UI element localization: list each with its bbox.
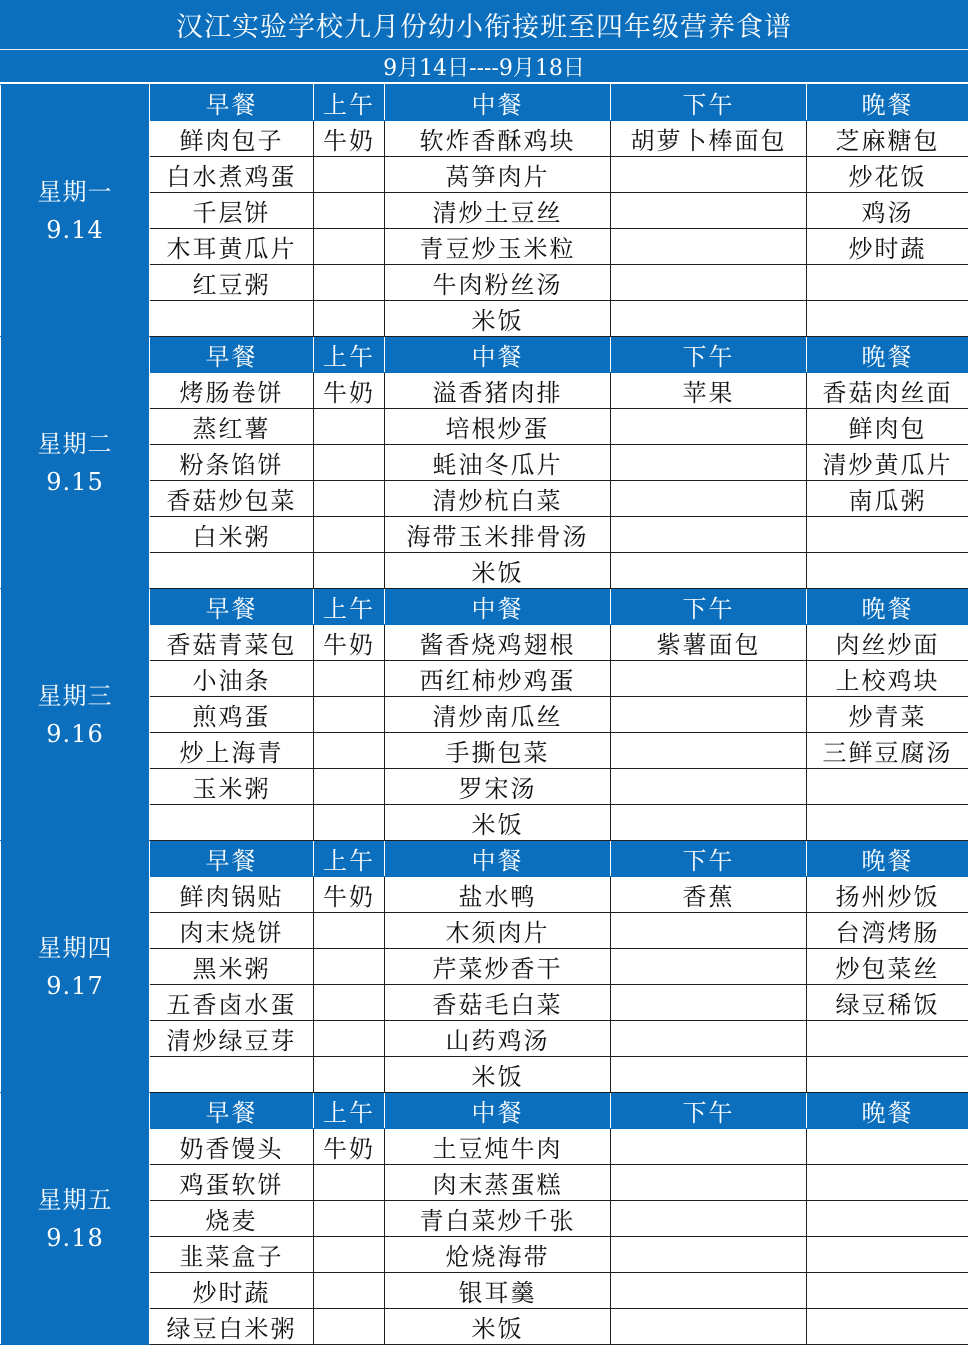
menu-cell-breakfast: 鲜肉锅贴 xyxy=(150,877,314,913)
menu-cell-afternoon-snack xyxy=(611,157,807,193)
menu-cell-afternoon-snack xyxy=(611,409,807,445)
menu-cell-morning-snack xyxy=(314,229,385,265)
menu-cell-afternoon-snack xyxy=(611,697,807,733)
menu-cell-breakfast: 五香卤水蛋 xyxy=(150,985,314,1021)
day-name: 星期三 xyxy=(1,677,149,715)
menu-cell-afternoon-snack xyxy=(611,193,807,229)
menu-cell-dinner xyxy=(807,301,968,337)
menu-cell-afternoon-snack xyxy=(611,661,807,697)
menu-cell-breakfast: 绿豆白米粥 xyxy=(150,1309,314,1345)
menu-cell-morning-snack xyxy=(314,193,385,229)
header-morning-snack: 上午 xyxy=(314,589,385,625)
menu-cell-breakfast: 黑米粥 xyxy=(150,949,314,985)
menu-cell-breakfast: 清炒绿豆芽 xyxy=(150,1021,314,1057)
day-date: 9.17 xyxy=(1,967,149,1005)
menu-cell-dinner xyxy=(807,1201,968,1237)
menu-table xyxy=(0,84,968,1345)
header-lunch: 中餐 xyxy=(385,589,611,625)
day-label xyxy=(1,589,150,841)
menu-cell-lunch: 米饭 xyxy=(385,301,611,337)
header-morning-snack: 上午 xyxy=(314,337,385,373)
header-lunch: 中餐 xyxy=(385,841,611,877)
menu-cell-afternoon-snack xyxy=(611,1165,807,1201)
menu-cell-lunch: 青白菜炒千张 xyxy=(385,1201,611,1237)
menu-cell-afternoon-snack xyxy=(611,913,807,949)
menu-cell-afternoon-snack xyxy=(611,805,807,841)
menu-cell-breakfast: 白米粥 xyxy=(150,517,314,553)
menu-cell-afternoon-snack xyxy=(611,553,807,589)
menu-cell-breakfast xyxy=(150,805,314,841)
header-afternoon-snack: 下午 xyxy=(611,1093,807,1129)
menu-cell-lunch: 山药鸡汤 xyxy=(385,1021,611,1057)
header-morning-snack: 上午 xyxy=(314,841,385,877)
menu-cell-breakfast: 奶香馒头 xyxy=(150,1129,314,1165)
header-breakfast: 早餐 xyxy=(150,841,314,877)
menu-table-body xyxy=(1,85,968,1345)
menu-cell-lunch: 芹菜炒香干 xyxy=(385,949,611,985)
menu-cell-lunch: 盐水鸭 xyxy=(385,877,611,913)
day-date: 9.15 xyxy=(1,463,149,501)
header-breakfast: 早餐 xyxy=(150,1093,314,1129)
header-dinner: 晚餐 xyxy=(807,337,968,373)
day-label xyxy=(1,337,150,589)
menu-cell-breakfast xyxy=(150,301,314,337)
menu-cell-dinner xyxy=(807,1165,968,1201)
menu-cell-dinner: 肉丝炒面 xyxy=(807,625,968,661)
menu-cell-afternoon-snack xyxy=(611,1129,807,1165)
header-lunch: 中餐 xyxy=(385,1093,611,1129)
menu-cell-morning-snack xyxy=(314,1057,385,1093)
menu-cell-dinner xyxy=(807,265,968,301)
menu-cell-dinner xyxy=(807,1129,968,1165)
menu-cell-dinner: 炒包菜丝 xyxy=(807,949,968,985)
menu-cell-afternoon-snack xyxy=(611,1237,807,1273)
menu-cell-dinner xyxy=(807,1273,968,1309)
menu-cell-dinner xyxy=(807,769,968,805)
meal-header-row xyxy=(1,85,968,121)
menu-cell-lunch: 牛肉粉丝汤 xyxy=(385,265,611,301)
menu-cell-morning-snack: 牛奶 xyxy=(314,121,385,157)
header-afternoon-snack: 下午 xyxy=(611,589,807,625)
header-breakfast: 早餐 xyxy=(150,85,314,121)
header-afternoon-snack: 下午 xyxy=(611,337,807,373)
day-name: 星期二 xyxy=(1,425,149,463)
menu-cell-morning-snack xyxy=(314,1273,385,1309)
menu-cell-lunch: 罗宋汤 xyxy=(385,769,611,805)
menu-cell-lunch: 肉末蒸蛋糕 xyxy=(385,1165,611,1201)
menu-cell-afternoon-snack xyxy=(611,1273,807,1309)
menu-cell-morning-snack: 牛奶 xyxy=(314,625,385,661)
menu-cell-breakfast xyxy=(150,553,314,589)
day-date: 9.14 xyxy=(1,211,149,249)
menu-cell-morning-snack xyxy=(314,769,385,805)
day-date: 9.18 xyxy=(1,1219,149,1257)
menu-cell-dinner: 鲜肉包 xyxy=(807,409,968,445)
menu-cell-dinner xyxy=(807,1237,968,1273)
menu-cell-breakfast: 鲜肉包子 xyxy=(150,121,314,157)
menu-cell-dinner xyxy=(807,1309,968,1345)
menu-cell-lunch: 银耳羹 xyxy=(385,1273,611,1309)
menu-cell-morning-snack xyxy=(314,553,385,589)
menu-cell-morning-snack xyxy=(314,301,385,337)
menu-cell-dinner: 扬州炒饭 xyxy=(807,877,968,913)
menu-cell-breakfast: 香菇青菜包 xyxy=(150,625,314,661)
menu-cell-morning-snack xyxy=(314,1021,385,1057)
menu-cell-afternoon-snack: 紫薯面包 xyxy=(611,625,807,661)
header-dinner: 晚餐 xyxy=(807,841,968,877)
menu-cell-lunch: 海带玉米排骨汤 xyxy=(385,517,611,553)
day-label xyxy=(1,1093,150,1345)
menu-cell-afternoon-snack xyxy=(611,445,807,481)
day-label xyxy=(1,85,150,337)
menu-cell-dinner xyxy=(807,1057,968,1093)
day-name: 星期五 xyxy=(1,1181,149,1219)
menu-cell-afternoon-snack xyxy=(611,517,807,553)
meal-header-row xyxy=(1,589,968,625)
menu-cell-afternoon-snack xyxy=(611,769,807,805)
menu-cell-lunch: 土豆炖牛肉 xyxy=(385,1129,611,1165)
menu-cell-lunch: 青豆炒玉米粒 xyxy=(385,229,611,265)
menu-cell-dinner: 炒花饭 xyxy=(807,157,968,193)
menu-cell-dinner: 台湾烤肠 xyxy=(807,913,968,949)
menu-cell-breakfast: 粉条馅饼 xyxy=(150,445,314,481)
menu-cell-morning-snack xyxy=(314,481,385,517)
menu-cell-lunch: 香菇毛白菜 xyxy=(385,985,611,1021)
header-breakfast: 早餐 xyxy=(150,337,314,373)
menu-cell-morning-snack xyxy=(314,805,385,841)
menu-cell-afternoon-snack xyxy=(611,1201,807,1237)
menu-cell-breakfast: 炒上海青 xyxy=(150,733,314,769)
menu-cell-breakfast: 鸡蛋软饼 xyxy=(150,1165,314,1201)
menu-cell-lunch: 木须肉片 xyxy=(385,913,611,949)
menu-cell-breakfast: 千层饼 xyxy=(150,193,314,229)
menu-cell-morning-snack xyxy=(314,1201,385,1237)
menu-cell-afternoon-snack xyxy=(611,229,807,265)
header-morning-snack: 上午 xyxy=(314,85,385,121)
menu-cell-morning-snack: 牛奶 xyxy=(314,877,385,913)
meal-header-row xyxy=(1,1093,968,1129)
menu-cell-dinner: 芝麻糖包 xyxy=(807,121,968,157)
page-title: 汉江实验学校九月份幼小衔接班至四年级营养食谱 xyxy=(0,0,968,50)
menu-cell-lunch: 米饭 xyxy=(385,1309,611,1345)
day-name: 星期一 xyxy=(1,173,149,211)
menu-cell-breakfast xyxy=(150,1057,314,1093)
menu-cell-breakfast: 韭菜盒子 xyxy=(150,1237,314,1273)
menu-cell-morning-snack xyxy=(314,517,385,553)
meal-header-row xyxy=(1,841,968,877)
menu-cell-lunch: 手撕包菜 xyxy=(385,733,611,769)
menu-cell-lunch: 米饭 xyxy=(385,805,611,841)
menu-cell-breakfast: 小油条 xyxy=(150,661,314,697)
menu-cell-afternoon-snack xyxy=(611,733,807,769)
menu-cell-dinner xyxy=(807,1021,968,1057)
menu-cell-morning-snack: 牛奶 xyxy=(314,373,385,409)
menu-cell-morning-snack xyxy=(314,949,385,985)
menu-cell-lunch: 米饭 xyxy=(385,1057,611,1093)
menu-cell-lunch: 清炒土豆丝 xyxy=(385,193,611,229)
menu-cell-morning-snack xyxy=(314,733,385,769)
header-dinner: 晚餐 xyxy=(807,589,968,625)
day-date: 9.16 xyxy=(1,715,149,753)
menu-cell-dinner: 南瓜粥 xyxy=(807,481,968,517)
menu-cell-dinner xyxy=(807,517,968,553)
menu-cell-dinner: 上校鸡块 xyxy=(807,661,968,697)
menu-cell-afternoon-snack: 香蕉 xyxy=(611,877,807,913)
menu-cell-morning-snack xyxy=(314,661,385,697)
menu-cell-dinner xyxy=(807,553,968,589)
menu-cell-lunch: 酱香烧鸡翅根 xyxy=(385,625,611,661)
menu-cell-afternoon-snack xyxy=(611,949,807,985)
menu-cell-dinner: 清炒黄瓜片 xyxy=(807,445,968,481)
menu-cell-breakfast: 木耳黄瓜片 xyxy=(150,229,314,265)
menu-cell-afternoon-snack xyxy=(611,1309,807,1345)
menu-cell-lunch: 清炒南瓜丝 xyxy=(385,697,611,733)
menu-cell-morning-snack xyxy=(314,409,385,445)
menu-cell-lunch: 米饭 xyxy=(385,553,611,589)
menu-cell-morning-snack xyxy=(314,1237,385,1273)
menu-cell-lunch: 培根炒蛋 xyxy=(385,409,611,445)
menu-cell-afternoon-snack xyxy=(611,481,807,517)
date-range: 9月14日----9月18日 xyxy=(0,50,968,84)
menu-cell-morning-snack xyxy=(314,697,385,733)
menu-cell-afternoon-snack: 苹果 xyxy=(611,373,807,409)
menu-cell-dinner: 香菇肉丝面 xyxy=(807,373,968,409)
menu-cell-breakfast: 玉米粥 xyxy=(150,769,314,805)
header-breakfast: 早餐 xyxy=(150,589,314,625)
header-lunch: 中餐 xyxy=(385,337,611,373)
menu-cell-afternoon-snack xyxy=(611,1057,807,1093)
menu-cell-breakfast: 红豆粥 xyxy=(150,265,314,301)
menu-cell-breakfast: 白水煮鸡蛋 xyxy=(150,157,314,193)
menu-cell-breakfast: 烧麦 xyxy=(150,1201,314,1237)
menu-cell-breakfast: 炒时蔬 xyxy=(150,1273,314,1309)
menu-cell-afternoon-snack: 胡萝卜棒面包 xyxy=(611,121,807,157)
menu-cell-morning-snack xyxy=(314,1309,385,1345)
menu-cell-morning-snack xyxy=(314,913,385,949)
day-label xyxy=(1,841,150,1093)
menu-cell-afternoon-snack xyxy=(611,1021,807,1057)
menu-cell-dinner: 三鲜豆腐汤 xyxy=(807,733,968,769)
menu-cell-dinner: 鸡汤 xyxy=(807,193,968,229)
menu-cell-morning-snack xyxy=(314,157,385,193)
menu-cell-lunch: 莴笋肉片 xyxy=(385,157,611,193)
menu-cell-breakfast: 煎鸡蛋 xyxy=(150,697,314,733)
menu-cell-breakfast: 肉末烧饼 xyxy=(150,913,314,949)
menu-cell-dinner: 炒时蔬 xyxy=(807,229,968,265)
header-lunch: 中餐 xyxy=(385,85,611,121)
menu-cell-breakfast: 蒸红薯 xyxy=(150,409,314,445)
day-name: 星期四 xyxy=(1,929,149,967)
menu-cell-dinner xyxy=(807,805,968,841)
header-dinner: 晚餐 xyxy=(807,1093,968,1129)
menu-cell-morning-snack: 牛奶 xyxy=(314,1129,385,1165)
menu-cell-lunch: 炝烧海带 xyxy=(385,1237,611,1273)
header-dinner: 晚餐 xyxy=(807,85,968,121)
menu-cell-dinner: 绿豆稀饭 xyxy=(807,985,968,1021)
menu-cell-afternoon-snack xyxy=(611,985,807,1021)
header-afternoon-snack: 下午 xyxy=(611,841,807,877)
menu-cell-dinner: 炒青菜 xyxy=(807,697,968,733)
menu-cell-morning-snack xyxy=(314,265,385,301)
header-afternoon-snack: 下午 xyxy=(611,85,807,121)
menu-cell-morning-snack xyxy=(314,985,385,1021)
menu-cell-morning-snack xyxy=(314,445,385,481)
meal-header-row xyxy=(1,337,968,373)
menu-cell-afternoon-snack xyxy=(611,265,807,301)
menu-cell-breakfast: 香菇炒包菜 xyxy=(150,481,314,517)
menu-cell-lunch: 蚝油冬瓜片 xyxy=(385,445,611,481)
menu-cell-breakfast: 烤肠卷饼 xyxy=(150,373,314,409)
header-morning-snack: 上午 xyxy=(314,1093,385,1129)
menu-cell-lunch: 西红柿炒鸡蛋 xyxy=(385,661,611,697)
menu-cell-afternoon-snack xyxy=(611,301,807,337)
menu-cell-morning-snack xyxy=(314,1165,385,1201)
menu-cell-lunch: 溢香猪肉排 xyxy=(385,373,611,409)
menu-cell-lunch: 清炒杭白菜 xyxy=(385,481,611,517)
menu-cell-lunch: 软炸香酥鸡块 xyxy=(385,121,611,157)
